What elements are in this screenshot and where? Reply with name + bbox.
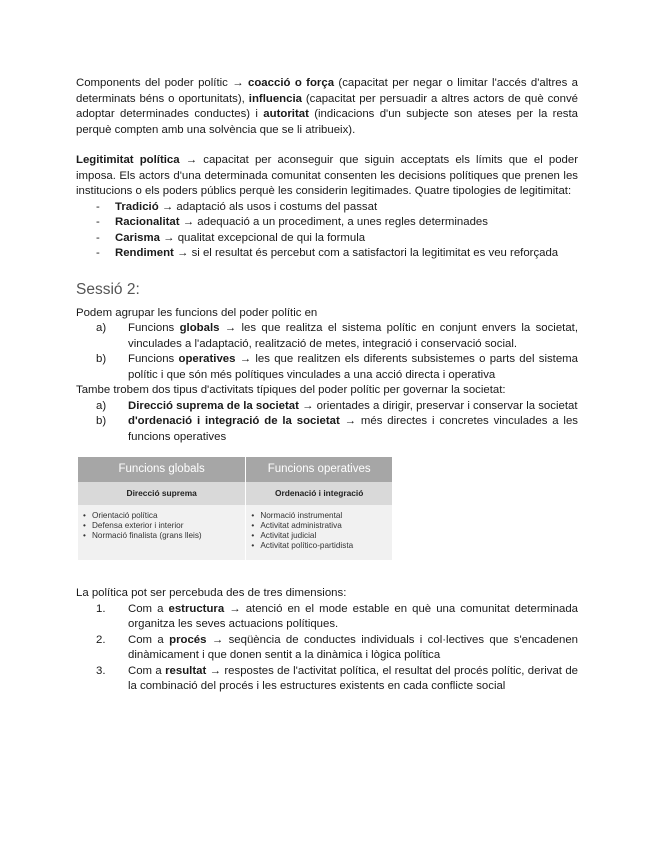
list-item (96, 246, 578, 262)
text: (indicacions d'un subjecte son ateses per la resta perquè compten amb una solvència que se li atribueix). (76, 108, 578, 136)
paragraph-functions-intro: Podem agrupar les funcions del poder polític en (76, 306, 318, 319)
document-page (76, 76, 578, 695)
paragraph-power-components (76, 76, 578, 138)
functions-list (76, 321, 578, 383)
legitimacy-list (76, 200, 578, 262)
list-item: • Orientació política (82, 511, 239, 521)
text: → orientades a dirigir, preservar i conservar la societat (298, 399, 578, 412)
text: Funcions (128, 353, 179, 365)
text: Com a (128, 633, 170, 646)
term: Carisma (115, 231, 160, 244)
term: resultat (165, 664, 207, 677)
list-item (96, 215, 578, 231)
term-authority: autoritat (263, 108, 309, 120)
term: Direcció suprema de la societat (128, 399, 299, 412)
text: → respostes de l'activitat política, el resultat del procés polític, derivat de la combinació del procés i les estructures existents en cada conflicte social (128, 664, 578, 692)
term: Rendiment (115, 247, 174, 259)
list-marker: b) (96, 353, 107, 365)
functions-table (78, 457, 392, 560)
text: → les que realitza el sistema polític en conjunt envers la societat, vinculades a l'adaptació, realització de metes, integració i conservació social. (128, 322, 578, 350)
section-heading: Sessió 2: (76, 280, 140, 298)
text: → les que realitzen els diferents subsistemes o parts del sistema polític i que són més polítiques vinculades a una acció directa i operativa (128, 353, 578, 381)
list-item (96, 200, 578, 216)
term: estructura (168, 602, 225, 615)
text: → adaptació als usos i costums del passat (158, 200, 378, 213)
text: → si el resultat és percebut com a satisfactori la legitimitat es veu reforçada (173, 247, 559, 259)
list-item (96, 231, 578, 247)
table-header: Funcions operatives (246, 457, 392, 482)
list-item (76, 602, 578, 633)
table-header: Funcions globals (78, 457, 246, 482)
list-item (76, 399, 578, 415)
table-subheader: Ordenació i integració (246, 482, 392, 505)
text: Funcions (128, 322, 180, 334)
dimensions-list (76, 602, 578, 695)
list-item: • Activitat judicial (250, 531, 386, 541)
list-item: • Activitat político-partidista (250, 541, 386, 551)
text: → atenció en el mode estable en què una comunitat determinada organitza les seves actuacions polítiques. (128, 602, 578, 630)
table-cell (78, 505, 246, 560)
list-item (76, 414, 578, 445)
list-item: • Normació instrumental (250, 511, 386, 521)
paragraph-activities-intro: Tambe trobem dos tipus d'activitats típiques del poder polític per governar la societat: (76, 384, 506, 396)
text: Com a (128, 602, 169, 615)
paragraph-legitimacy (76, 153, 578, 200)
list-marker: 3. (96, 664, 106, 677)
term-legitimacy: Legitimitat política (76, 154, 180, 166)
list-item: • Defensa exterior i interior (82, 521, 239, 531)
paragraph-dimensions-intro: La política pot ser percebuda des de tres dimensions: (76, 587, 347, 599)
list-marker: a) (96, 322, 107, 334)
list-marker: a) (96, 399, 107, 412)
list-item (76, 321, 578, 352)
term-influence: influencia (248, 92, 302, 105)
text: → capacitat per aconseguir que siguin acceptats els límits que el poder imposa. Els actors d'una determinada comunitat consenten les decisions polítiques que prenen les institucions o els poders públics perquè les considerin legitimades. Quatre tipologies de legitimitat: (76, 154, 578, 197)
term: operatives (178, 353, 236, 365)
text: → adequació a un procediment, a unes regles determinades (179, 216, 488, 228)
term: d'ordenació i integració de la societat (128, 415, 340, 427)
operative-functions-list (250, 511, 386, 551)
term: Racionalitat (115, 216, 180, 228)
text: Components del poder polític → (76, 77, 249, 89)
term: globals (179, 322, 220, 334)
table-cell (246, 505, 392, 560)
list-item (76, 352, 578, 383)
term: Tradició (115, 200, 159, 213)
term: procés (169, 633, 207, 646)
list-item: • Normació finalista (grans lleis) (82, 531, 239, 541)
list-item (76, 633, 578, 664)
text: Com a (128, 664, 166, 677)
term-coercion: coacció o força (248, 77, 335, 89)
list-marker: 2. (96, 633, 106, 646)
text: → més directes i concretes vinculades a les funcions operatives (128, 415, 578, 443)
text: (capacitat per persuadir a altres actors de què convé adoptar determinades conductes) i (76, 92, 579, 120)
list-marker: b) (96, 415, 107, 427)
list-item (76, 664, 578, 695)
text: → seqüència de conductes individuals i col·lectives que s'encadenen dinàmicament i que donen sentit a la dinàmica i lògica política (128, 633, 579, 661)
table-subheader: Direcció suprema (78, 482, 246, 505)
activities-list (76, 399, 578, 446)
global-functions-list (82, 511, 239, 541)
list-item: • Activitat administrativa (250, 521, 386, 531)
text: → qualitat excepcional de qui la formula (159, 231, 366, 244)
text: (capacitat per negar o limitar l'accés d'altres a determinats béns o oportunitats), (76, 77, 578, 105)
list-marker: 1. (96, 602, 106, 615)
